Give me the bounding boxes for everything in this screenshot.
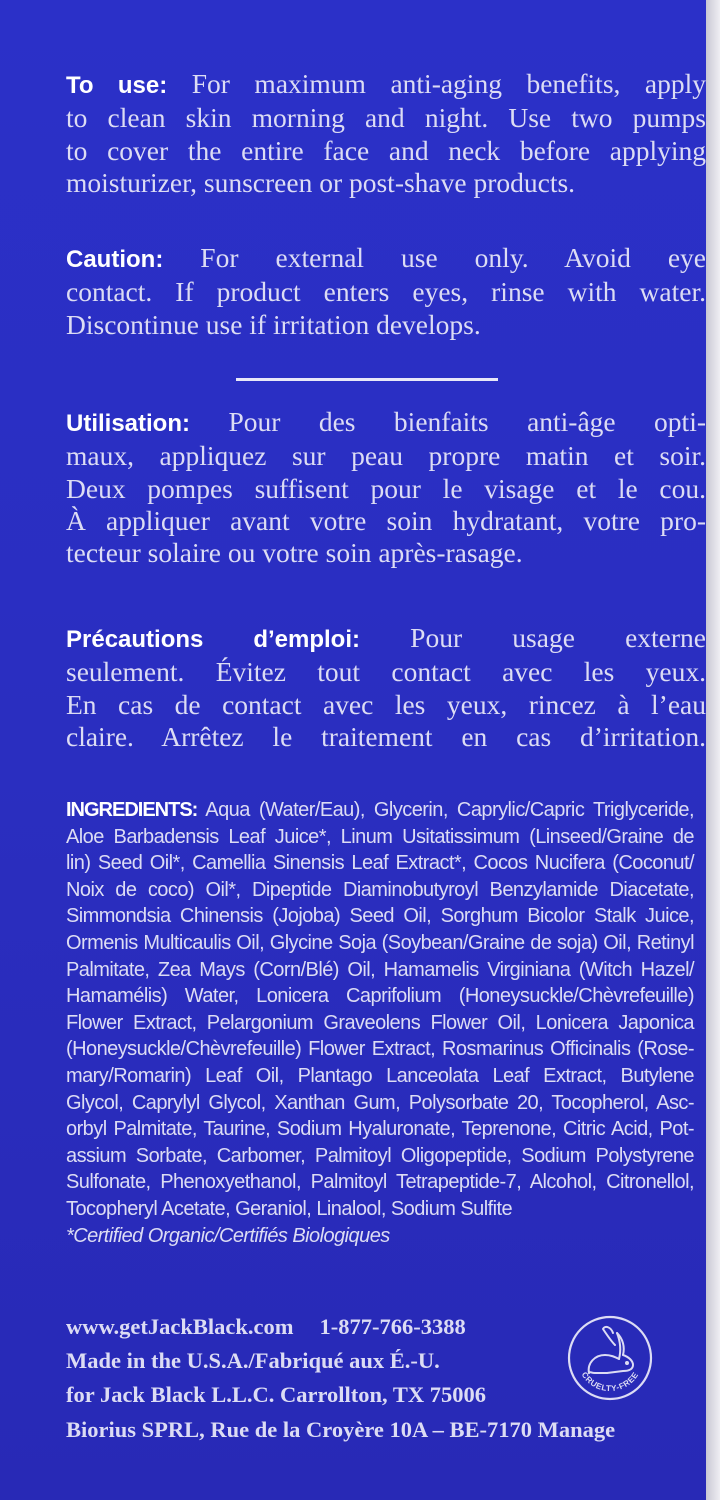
ingredients-line: Noix de coco) Oil*, Dipeptide Diaminobutyroyl Benzylamide Diacetate, <box>66 878 694 901</box>
ingredients-line: Glycol, Caprylyl Glycol, Xanthan Gum, Polysorbate 20, Tocopherol, Asc- <box>66 1091 694 1114</box>
company-address: for Jack Black L.L.C. Carrollton, TX 75006 <box>66 1382 487 1408</box>
to-use-line-4: moisturizer, sunscreen or post-shave products. <box>66 166 576 198</box>
to-use-line-3: to cover the entire face and neck before applying <box>66 134 706 166</box>
caution-section <box>66 242 706 341</box>
ingredients-line: Tocopheryl Acetate, Geraniol, Linalool, Sodium Sulfite <box>66 1197 513 1220</box>
ingredients-line: Hamamélis) Water, Lonicera Caprifolium (Honeysuckle/Chèvrefeuille) <box>66 985 694 1008</box>
precautions-section <box>66 622 706 753</box>
utilisation-line-1: Utilisation: Pour des bienfaits anti-âge opti- <box>66 406 706 437</box>
precautions-line-2: seulement. Évitez tout contact avec les yeux. <box>66 656 706 688</box>
svg-text:CRUELTY-FREE <box>580 1370 641 1393</box>
to-use-heading: To use: <box>66 72 168 99</box>
ingredients-line: Ormenis Multicaulis Oil, Glycine Soja (Soybean/Graine de soja) Oil, Retinyl <box>66 931 694 954</box>
section-divider <box>236 378 498 381</box>
package-edge <box>706 0 720 1500</box>
ingredients-line: (Honeysuckle/Chèvrefeuille) Flower Extract, Rosmarinus Officinalis (Rose- <box>66 1038 694 1061</box>
utilisation-line-2: maux, appliquez sur peau propre matin et soir. <box>66 440 706 472</box>
ingredients-line: Aloe Barbadensis Leaf Juice*, Linum Usitatissimum (Linseed/Graine de <box>66 825 694 848</box>
ingredients-line: mary/Romarin) Leaf Oil, Plantago Lanceolata Leaf Extract, Butylene <box>66 1064 694 1087</box>
certified-organic-note: *Certified Organic/Certifiés Biologiques <box>66 1224 390 1247</box>
utilisation-heading: Utilisation: <box>66 410 190 437</box>
ingredients-line: INGREDIENTS: Aqua (Water/Eau), Glycerin, Caprylic/Capric Triglyceride, <box>66 799 694 821</box>
ingredients-line: Simmondsia Chinensis (Jojoba) Seed Oil, Sorghum Bicolor Stalk Juice, <box>66 905 694 928</box>
eu-representative: Biorius SPRL, Rue de la Croyère 10A – BE-7170 Manage <box>66 1416 616 1442</box>
rabbit-icon <box>589 1327 633 1373</box>
ingredients-section <box>66 797 694 1249</box>
caution-heading: Caution: <box>66 246 164 273</box>
utilisation-line-5: tecteur solaire ou votre soin après-rasage. <box>66 537 523 569</box>
utilisation-section <box>66 406 706 569</box>
to-use-section <box>66 68 706 199</box>
ingredients-line: lin) Seed Oil*, Camellia Sinensis Leaf Extract*, Cocos Nucifera (Coconut/ <box>66 852 694 875</box>
phone-number: 1-877-766-3388 <box>319 1314 466 1339</box>
utilisation-line-3: Deux pompes suffisent pour le visage et le cou. <box>66 472 706 504</box>
utilisation-line-4: À appliquer avant votre soin hydratant, votre pro- <box>66 504 706 536</box>
to-use-line-2: to clean skin morning and night. Use two pumps <box>66 102 706 134</box>
caution-line-1: Caution: For external use only. Avoid eye <box>66 242 706 273</box>
ingredients-line: assium Sorbate, Carbomer, Palmitoyl Oligopeptide, Sodium Polystyrene <box>66 1144 694 1167</box>
made-in-text: Made in the U.S.A./Fabriqué aux É.-U. <box>66 1348 440 1374</box>
cruelty-free-badge <box>567 1315 653 1401</box>
website-link[interactable]: www.getJackBlack.com <box>66 1314 294 1339</box>
caution-line-3: Discontinue use if irritation develops. <box>66 308 481 340</box>
to-use-line-1: To use: For maximum anti-aging benefits, apply <box>66 68 707 99</box>
caution-line-2: contact. If product enters eyes, rinse with water. <box>66 276 706 308</box>
ingredients-line: Sulfonate, Phenoxyethanol, Palmitoyl Tetrapeptide-7, Alcohol, Citronellol, <box>66 1171 694 1194</box>
ingredients-line: Palmitate, Zea Mays (Corn/Blé) Oil, Hamamelis Virginiana (Witch Hazel/ <box>66 958 694 981</box>
precautions-line-1: Précautions d’emploi: Pour usage externe <box>66 622 707 653</box>
cruelty-free-label: CRUELTY-FREE <box>579 1370 641 1394</box>
precautions-heading: Précautions d’emploi: <box>66 626 361 653</box>
ingredients-heading: INGREDIENTS: <box>66 799 198 821</box>
ingredients-line: Flower Extract, Pelargonium Graveolens Flower Oil, Lonicera Japonica <box>66 1011 694 1034</box>
ingredients-line: orbyl Palmitate, Taurine, Sodium Hyaluronate, Teprenone, Citric Acid, Pot- <box>66 1118 694 1141</box>
precautions-line-4: claire. Arrêtez le traitement en cas d’irritation. <box>66 720 706 752</box>
precautions-line-3: En cas de contact avec les yeux, rincez à l’eau <box>66 688 706 720</box>
